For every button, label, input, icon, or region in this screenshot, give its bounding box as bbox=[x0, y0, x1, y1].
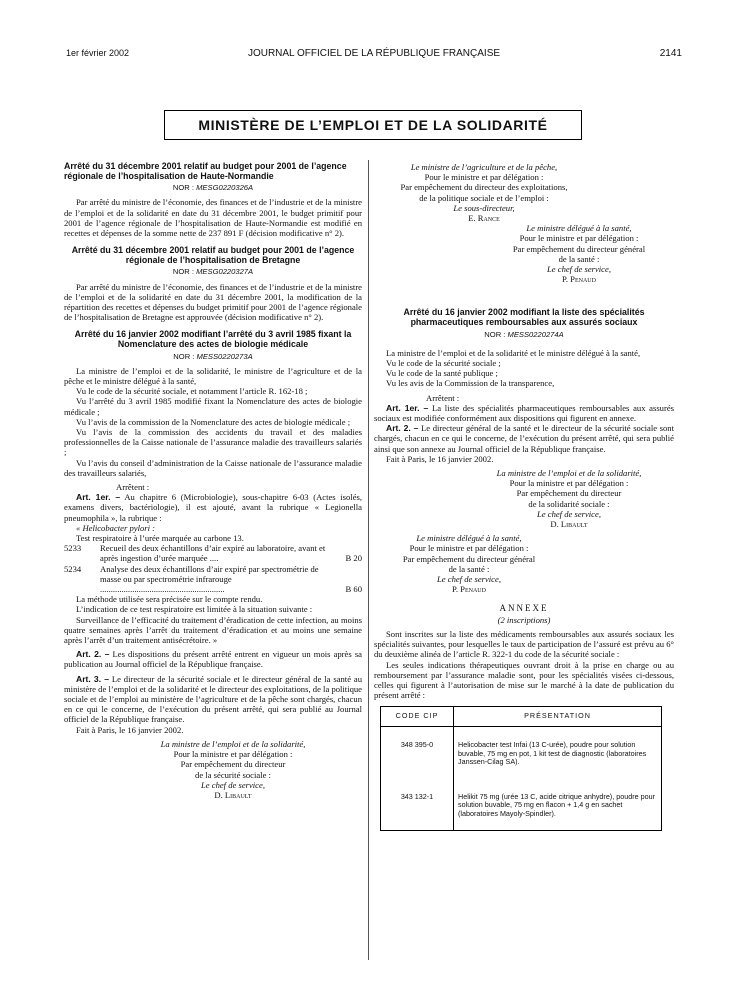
nor-code: MESG0220326A bbox=[196, 183, 254, 193]
left-column bbox=[64, 162, 362, 800]
visa-paragraph: Vu le code de la santé publique ; bbox=[386, 368, 498, 379]
nomenclature-row bbox=[64, 543, 362, 563]
signatory-name: D. Libault bbox=[214, 789, 252, 800]
arretent: Arrêtent : bbox=[116, 482, 150, 493]
methode-line: La méthode utilisée sera précisée sur le compte rendu. bbox=[76, 594, 263, 605]
signature-line: de la solidarité sociale : bbox=[528, 498, 610, 509]
arrete-4-title: Arrêté du 16 janvier 2002 modifiant la liste des spécialités pharmaceutiques remboursables aux assurés sociaux bbox=[403, 307, 645, 328]
arrete-3-title: Arrêté du 16 janvier 2002 modifiant l’arrêté du 3 avril 1985 fixant la Nomenclature des actes de biologie médicale bbox=[74, 329, 352, 349]
header-date: 1er février 2002 bbox=[66, 48, 130, 58]
signature-block bbox=[374, 533, 674, 594]
signature-line: Le sous-directeur, bbox=[453, 202, 515, 213]
signature-line: Le chef de service, bbox=[201, 779, 265, 790]
signature-block bbox=[64, 739, 362, 800]
act-code: 5233 bbox=[64, 543, 82, 554]
article-1 bbox=[64, 492, 362, 523]
annexe-subheading: (2 inscriptions) bbox=[497, 614, 551, 625]
article-3 bbox=[64, 674, 362, 725]
article-text: Le directeur de la sécurité sociale et le directeur général de la santé au ministère de l’emploi et de la solidarité et le directeur des exploitations, de la politique sociale et de l’emploi au ministère de l’agriculture et de la pêche sont chargés, chacun en ce qui le concerne, de l’exécution du présent arrêté, qui sera publié au Journal officiel de la République française. bbox=[64, 673, 362, 725]
signature-block bbox=[374, 468, 674, 529]
signature-line: Le ministre de l’agriculture et de la pêche, bbox=[410, 162, 558, 172]
signature-line: Pour le ministre et par délégation : bbox=[409, 543, 529, 554]
column-divider bbox=[368, 160, 369, 960]
signatory-name: P. Penaud bbox=[562, 274, 596, 285]
signature-line: de la politique sociale et de l’emploi : bbox=[419, 192, 549, 203]
act-value: B 20 bbox=[345, 553, 362, 564]
nor-code: MESG0220327A bbox=[196, 267, 254, 277]
nor-label: NOR : bbox=[172, 267, 194, 277]
ministry-title: MINISTÈRE DE L’EMPLOI ET DE LA SOLIDARITÉ bbox=[164, 110, 582, 140]
nor-label: NOR : bbox=[172, 183, 194, 193]
nomenclature-row bbox=[64, 564, 362, 595]
indication-line: L’indication de ce test respiratoire est limitée à la situation suivante : bbox=[76, 604, 313, 615]
annexe-paragraph: Sont inscrites sur la liste des médicaments remboursables aux assurés sociaux les spécialités suivantes, pour lesquelles le taux de participation de l’assuré est prévu au 6° du deuxième alinéa de l’article R. 322-1 du code de la sécurité sociale : bbox=[374, 628, 674, 660]
visa-paragraph: Vu le code de la sécurité sociale ; bbox=[386, 358, 501, 369]
signature-line: de la santé : bbox=[558, 253, 600, 264]
visa-paragraph: Vu l’arrêté du 3 avril 1985 modifié fixant la Nomenclature des actes de biologie médicale ; bbox=[64, 396, 362, 417]
annexe-heading: ANNEXE bbox=[499, 602, 549, 613]
running-header bbox=[66, 48, 682, 62]
signature-line: Pour le ministre et par délégation : bbox=[424, 172, 544, 183]
nor-label: NOR : bbox=[173, 351, 195, 361]
arrete-1-body: Par arrêté du ministre de l’économie, des finances et de l’industrie et de la ministre de l’emploi et de la solidarité en date du 31 décembre 2001, le budget primitif pour 2001 de l’agence régionale de l’hospitalisation de Haute-Normandie est modifié en recettes et dépenses de la somme nette de 237 891 F (décision modificative n° 2). bbox=[64, 197, 362, 238]
visa-paragraph: Vu l’avis du conseil d’administration de la Caisse nationale de l’assurance maladie des travailleurs salariés, bbox=[64, 457, 362, 478]
table-row bbox=[381, 779, 662, 831]
act-text: Recueil des deux échantillons d’air expiré au laboratoire, avant et après ingestion d’urée marquée .... bbox=[100, 543, 326, 564]
article-label: Art. 2. – bbox=[386, 423, 419, 434]
signature-line: Le ministre délégué à la santé, bbox=[416, 533, 522, 544]
arrete-2-nor bbox=[64, 267, 362, 277]
signature-line: Le chef de service, bbox=[547, 264, 611, 275]
article-2 bbox=[64, 649, 362, 669]
signature-line: Par empêchement du directeur bbox=[516, 488, 622, 499]
visa-paragraph: Vu les avis de la Commission de la transparence, bbox=[386, 378, 555, 389]
signature-line: de la santé : bbox=[448, 563, 490, 574]
arrete-4-nor bbox=[374, 330, 674, 340]
signature-line: Par empêchement du directeur général bbox=[512, 243, 646, 254]
arretent: Arrêtent : bbox=[426, 392, 460, 403]
table-row bbox=[381, 726, 662, 778]
signature-line: Le ministre délégué à la santé, bbox=[526, 223, 632, 234]
surveillance-paragraph: Surveillance de l’efficacité du traitement d’éradication de cette infection, au moins quatre semaines après l’arrêt du traitement d’éradication et au moins une semaine après l’arrêt d’un traitement antisécrétoire. » bbox=[64, 614, 362, 646]
presentation-text: Helicobacter test Infai (13 C-urée), poudre pour solution buvable, 75 mg en pot, 1 kit test de diagnostic (laboratoires Janssen-Cilag SA). bbox=[454, 726, 662, 778]
presentation-text: Helikit 75 mg (urée 13 C, acide citrique anhydre), poudre pour solution buvable, 75 mg en flacon + 1,4 g en sachet (laboratoires Mayoly-Spindler). bbox=[454, 779, 662, 831]
arrete-2-title: Arrêté du 31 décembre 2001 relatif au budget pour 2001 de l’agence régionale de l’hospitalisation de Bretagne bbox=[71, 245, 355, 265]
article-text: Au chapitre 6 (Microbiologie), sous-chapitre 6-03 (Actes isolés, examens divers, bactériologie), il est ajouté, avant la rubrique « Legionella pneumophila », la rubrique : bbox=[64, 492, 363, 523]
arrete-2-body: Par arrêté du ministre de l’économie, des finances et de l’industrie et de la ministre de l’emploi et de la solidarité en date du 31 décembre 2001, la modification de la répartition des recettes et dépenses du budget primitif pour 2001 de l’agence régionale de l’hospitalisation de Bretagne est approuvée (décision modificative n° 2). bbox=[64, 281, 362, 323]
fait-a-paris: Fait à Paris, le 16 janvier 2002. bbox=[76, 724, 184, 735]
signature-line: Par empêchement du directeur des exploitations, bbox=[400, 182, 568, 193]
article-label: Art. 3. – bbox=[76, 673, 109, 684]
signatory-name: P. Penaud bbox=[452, 584, 486, 595]
signature-line: Par empêchement du directeur général bbox=[402, 553, 536, 564]
visa-paragraph: La ministre de l’emploi et de la solidarité, le ministre de l’agriculture et de la pêche et le ministre délégué à la santé, bbox=[64, 365, 362, 386]
test-line: Test respiratoire à l’urée marquée au carbone 13. bbox=[76, 533, 244, 544]
visa-paragraph: Vu l’avis de la commission de la Nomenclature des actes de biologie médicale ; bbox=[76, 416, 351, 427]
column-header-presentation: PRÉSENTATION bbox=[454, 707, 662, 727]
arrete-1-title: Arrêté du 31 décembre 2001 relatif au budget pour 2001 de l’agence régionale de l’hospitalisation de Haute-Normandie bbox=[64, 161, 347, 181]
act-code: 5234 bbox=[64, 563, 82, 574]
presentation-table bbox=[380, 706, 662, 831]
annexe-paragraph: Les seules indications thérapeutiques ouvrant droit à la prise en charge ou au remboursement par l’assurance maladie sont, pour les spécialités visées ci-dessous, celles qui figurent à l’autorisation de mise sur le marché à la date de publication du présent arrêté : bbox=[374, 659, 674, 701]
article-text: Le directeur général de la santé et le directeur de la sécurité sociale sont chargés, chacun en ce qui le concerne, de l’exécution du présent arrêté, qui sera publié ainsi que son annexe au Journal officiel de la République française. bbox=[374, 423, 674, 454]
article-1 bbox=[374, 403, 674, 423]
table-header bbox=[381, 707, 662, 727]
signature-line: Le chef de service, bbox=[437, 574, 501, 585]
signatory-name: D. Libault bbox=[550, 519, 588, 530]
article-2 bbox=[374, 423, 674, 454]
column-header-code: CODE CIP bbox=[381, 707, 454, 727]
article-label: Art. 2. – bbox=[76, 649, 110, 660]
signature-block bbox=[374, 223, 674, 284]
signature-line: Pour la ministre et par délégation : bbox=[173, 749, 293, 760]
signatory-name: E. Rance bbox=[468, 213, 500, 224]
act-value: B 60 bbox=[345, 584, 362, 595]
signature-line: La ministre de l’emploi et de la solidarité, bbox=[496, 468, 642, 479]
helicobacter-heading: « Helicobacter pylori : bbox=[76, 522, 155, 533]
nor-label: NOR : bbox=[484, 329, 506, 339]
header-page-number: 2141 bbox=[659, 48, 682, 59]
signature-line: Par empêchement du directeur bbox=[180, 759, 286, 770]
header-journal: JOURNAL OFFICIEL DE LA RÉPUBLIQUE FRANÇAISE bbox=[247, 48, 501, 59]
cip-code: 348 395-0 bbox=[381, 726, 454, 778]
signature-line: Pour le ministre et par délégation : bbox=[519, 233, 639, 244]
cip-code: 343 132-1 bbox=[381, 779, 454, 831]
nor-code: MESS0220273A bbox=[196, 351, 253, 361]
fait-a-paris: Fait à Paris, le 16 janvier 2002. bbox=[386, 453, 494, 464]
signature-line: Pour la ministre et par délégation : bbox=[509, 478, 629, 489]
article-label: Art. 1er. – bbox=[386, 402, 429, 413]
visa-paragraph: La ministre de l’emploi et de la solidarité et le ministre délégué à la santé, bbox=[386, 347, 641, 358]
article-text: La liste des spécialités pharmaceutiques remboursables aux assurés sociaux est modifiée conformément aux dispositions qui figurent en annexe. bbox=[374, 402, 675, 424]
arrete-1-nor bbox=[64, 183, 362, 193]
right-column bbox=[374, 162, 674, 831]
signature-line: Le chef de service, bbox=[537, 508, 601, 519]
article-text: Les dispositions du présent arrêté entrent en vigueur un mois après sa publication au Journal officiel de la République française. bbox=[64, 649, 362, 670]
article-label: Art. 1er. – bbox=[76, 492, 121, 503]
visa-paragraph: Vu l’avis de la commission des accidents du travail et des maladies professionnelles de la Caisse nationale de l’assurance maladie des travailleurs salariés ; bbox=[64, 427, 362, 458]
signature-line: de la sécurité sociale : bbox=[195, 769, 271, 780]
act-text: Analyse des deux échantillons d’air expiré par spectrométrie de masse ou par spectrométrie infrarouge .......................................................... bbox=[100, 563, 319, 595]
nor-code: MESS0220274A bbox=[507, 329, 564, 339]
signature-block bbox=[374, 162, 674, 223]
arrete-3-nor bbox=[64, 352, 362, 362]
signature-line: La ministre de l’emploi et de la solidarité, bbox=[160, 738, 306, 749]
visa-paragraph: Vu le code de la sécurité sociale, et notamment l’article R. 162-18 ; bbox=[76, 386, 308, 397]
